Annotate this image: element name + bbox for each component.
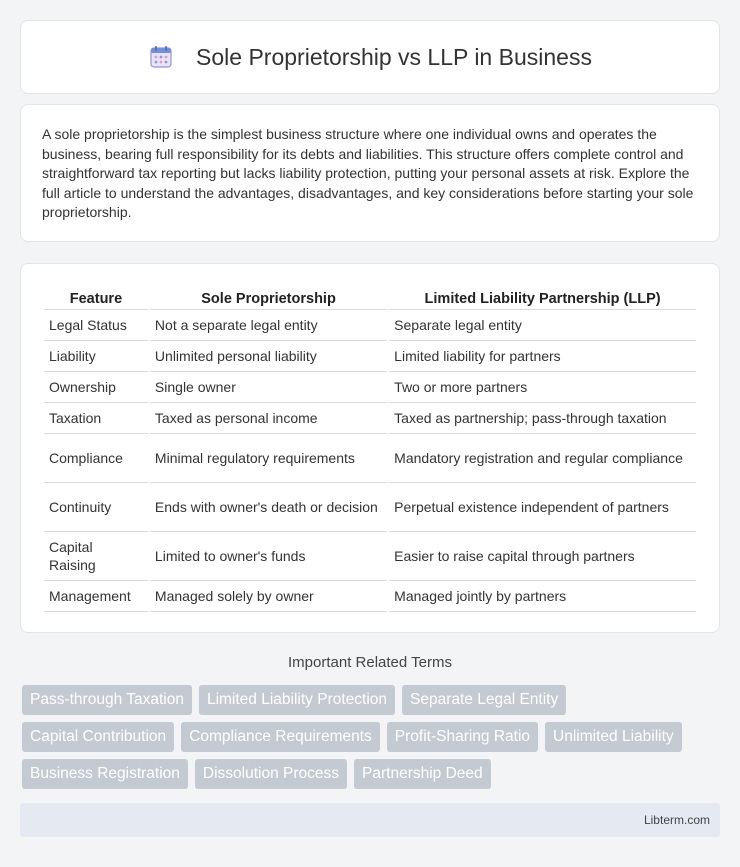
intro-text: A sole proprietorship is the simplest business structure where one individual owns and operates the business, bearing full responsibility for its debts and liabilities. This structure offers complete control and straightforward tax reporting but lacks liability protection, putting your personal assets at risk. Explore the full article to understand the advantages, disadvantages, and key considerations before starting your sole proprietorship. (42, 126, 694, 221)
table-cell: Taxed as personal income (150, 403, 387, 434)
table-cell: Separate legal entity (389, 310, 696, 341)
table-cell: Limited to owner's funds (150, 532, 387, 581)
term-tag[interactable]: Compliance Requirements (181, 722, 380, 752)
table-cell: Taxation (44, 403, 148, 434)
table-cell: Easier to raise capital through partners (389, 532, 696, 581)
related-terms (22, 685, 722, 796)
table-row (44, 581, 696, 612)
table-cell: Perpetual existence independent of partners (389, 483, 696, 532)
table-cell: Unlimited personal liability (150, 341, 387, 372)
table-row (44, 372, 696, 403)
term-tag[interactable]: Profit-Sharing Ratio (387, 722, 538, 752)
footer (20, 803, 720, 837)
table-cell: Single owner (150, 372, 387, 403)
table-row (44, 403, 696, 434)
term-tag[interactable]: Pass-through Taxation (22, 685, 192, 715)
table-cell: Capital Raising (44, 532, 148, 581)
table-header-row (44, 284, 696, 310)
intro-card (20, 104, 720, 242)
table-cell: Ends with owner's death or decision (150, 483, 387, 532)
table-cell: Managed jointly by partners (389, 581, 696, 612)
table-cell: Not a separate legal entity (150, 310, 387, 341)
term-tag[interactable]: Partnership Deed (354, 759, 491, 789)
term-tag[interactable]: Dissolution Process (195, 759, 347, 789)
title-card (20, 20, 720, 94)
table-cell: Managed solely by owner (150, 581, 387, 612)
table-cell: Continuity (44, 483, 148, 532)
footer-site-link[interactable]: Libterm.com (643, 813, 710, 827)
term-tag[interactable]: Business Registration (22, 759, 188, 789)
table-cell: Taxed as partnership; pass-through taxation (389, 403, 696, 434)
table-cell: Limited liability for partners (389, 341, 696, 372)
table-cell: Minimal regulatory requirements (150, 434, 387, 483)
header-sole-proprietorship: Sole Proprietorship (150, 284, 387, 310)
table-cell: Mandatory registration and regular compliance (389, 434, 696, 483)
table-row (44, 310, 696, 341)
term-tag[interactable]: Capital Contribution (22, 722, 174, 752)
table-row (44, 532, 696, 581)
term-tag[interactable]: Separate Legal Entity (402, 685, 566, 715)
table-cell: Management (44, 581, 148, 612)
table-cell: Ownership (44, 372, 148, 403)
page-title: Sole Proprietorship vs LLP in Business (196, 43, 592, 70)
term-tag[interactable]: Unlimited Liability (545, 722, 682, 752)
comparison-table (42, 284, 698, 612)
table-cell: Compliance (44, 434, 148, 483)
table-cell: Two or more partners (389, 372, 696, 403)
table-row (44, 341, 696, 372)
table-cell: Liability (44, 341, 148, 372)
table-row (44, 483, 696, 532)
calendar-icon (148, 44, 174, 70)
table-cell: Legal Status (44, 310, 148, 341)
header-llp: Limited Liability Partnership (LLP) (389, 284, 696, 310)
comparison-table-card (20, 263, 720, 633)
term-tag[interactable]: Limited Liability Protection (199, 685, 395, 715)
table-row (44, 434, 696, 483)
header-feature: Feature (44, 284, 148, 310)
related-terms-title: Important Related Terms (288, 654, 452, 671)
